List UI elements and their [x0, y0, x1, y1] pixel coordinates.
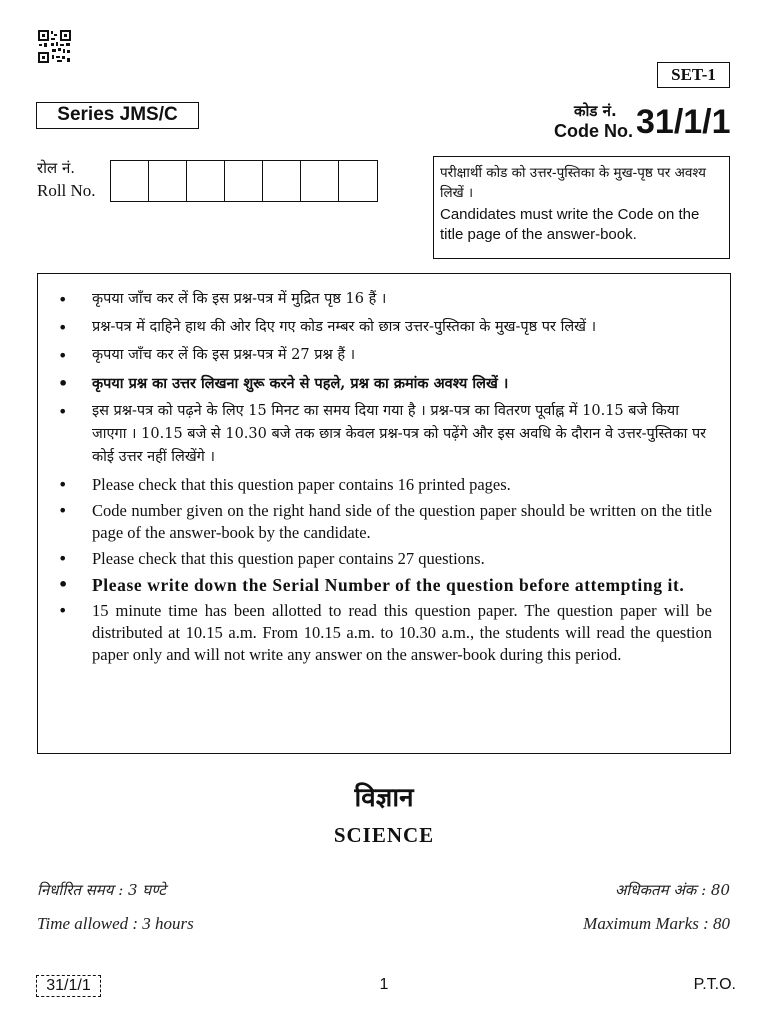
roll-number-boxes[interactable] — [110, 160, 378, 202]
instructions-box — [37, 273, 731, 754]
code-label: Code No. — [554, 121, 633, 141]
roll-digit-box[interactable] — [263, 161, 301, 201]
instruction-text: Please check that this question paper contains 16 printed pages. — [92, 475, 511, 494]
subject-title: SCIENCE — [333, 823, 435, 847]
page-number: 1 — [379, 976, 389, 993]
instruction-text: Please check that this question paper contains 27 questions. — [92, 549, 485, 568]
roll-digit-box[interactable] — [111, 161, 149, 201]
instruction-text: Please write down the Serial Number of the question before attempting it. — [92, 575, 685, 595]
roll-digit-box[interactable] — [149, 161, 187, 201]
time-allowed: Time allowed : 3 hours — [37, 914, 194, 933]
instruction-text: कृपया जाँच कर लें कि इस प्रश्न-पत्र में 27 प्रश्न हैं । — [92, 347, 356, 363]
maximum-marks: Maximum Marks : 80 — [583, 914, 730, 933]
set-label: SET-1 — [657, 62, 730, 88]
roll-digit-box[interactable] — [225, 161, 263, 201]
bullet-icon: • — [58, 290, 68, 309]
instruction-text: कृपया जाँच कर लें कि इस प्रश्न-पत्र में मुद्रित पृष्ठ 16 हैं । — [92, 291, 387, 307]
roll-digit-box[interactable] — [339, 161, 377, 201]
series-label: Series JMS/C — [36, 102, 199, 129]
bullet-icon: • — [58, 346, 68, 365]
roll-label-hindi: रोल नं. — [37, 159, 76, 177]
instruction-item — [54, 400, 712, 469]
code-notice-english: Candidates must write the Code on the title page of the answer-book. — [440, 206, 700, 243]
bullet-icon: • — [58, 501, 68, 520]
roll-digit-box[interactable] — [301, 161, 339, 201]
bullet-icon: • — [58, 549, 68, 568]
bullet-icon: • — [58, 475, 68, 494]
qr-code-icon — [37, 29, 72, 64]
instruction-item — [54, 344, 712, 367]
code-notice-box — [433, 156, 730, 259]
footer-code: 31/1/1 — [36, 975, 101, 997]
roll-label: Roll No. — [37, 181, 96, 200]
bullet-icon: • — [58, 601, 68, 620]
bullet-icon: • — [58, 374, 69, 393]
instruction-item — [54, 600, 712, 666]
code-label-hindi: कोड नं. — [574, 102, 617, 120]
roll-digit-box[interactable] — [187, 161, 225, 201]
subject-title-hindi: विज्ञान — [354, 783, 414, 813]
instruction-text: प्रश्न-पत्र में दाहिने हाथ की ओर दिए गए कोड नम्बर को छात्र उत्तर-पुस्तिका के मुख-पृष्ठ पर लिखें । — [92, 319, 597, 335]
instruction-item — [54, 500, 712, 544]
maximum-marks-hindi: अधिकतम अंक : 80 — [614, 881, 730, 899]
instruction-item — [54, 474, 712, 496]
bullet-icon: • — [58, 575, 69, 594]
instruction-text: Code number given on the right hand side of the question paper should be written on the title page of the answer-book by the candidate. — [92, 501, 712, 542]
instructions-list — [54, 288, 712, 666]
bullet-icon: • — [58, 318, 68, 337]
code-notice-hindi: परीक्षार्थी कोड को उत्तर-पुस्तिका के मुख-पृष्ठ पर अवश्य लिखें । — [440, 165, 707, 201]
code-number: 31/1/1 — [636, 103, 731, 141]
instruction-item — [54, 288, 712, 311]
instruction-text: इस प्रश्न-पत्र को पढ़ने के लिए 15 मिनट का समय दिया गया है । प्रश्न-पत्र का वितरण पूर्वाह्न में 10.15 बजे किया जाएगा । 10.15 बजे से 10.30 बजे तक छात्र केवल प्रश्न-पत्र को पढ़ेंगे और इस अवधि के दौरान वे उत्तर-पुस्तिका पर कोई उत्तर नहीं लिखेंगे । — [92, 403, 707, 465]
instruction-item — [54, 372, 712, 395]
instruction-item — [54, 548, 712, 570]
time-allowed-hindi: निर्धारित समय : 3 घण्टे — [37, 881, 166, 899]
instruction-item — [54, 574, 712, 596]
bullet-icon: • — [58, 402, 68, 421]
instruction-text: 15 minute time has been allotted to read this question paper. The question paper will be distributed at 10.15 a.m. From 10.15 a.m. to 10.30 a.m., the students will read the question paper only and will not write any answer on the answer-book during this period. — [92, 601, 712, 664]
pto-label: P.T.O. — [693, 976, 736, 993]
instruction-item — [54, 316, 712, 339]
instruction-text: कृपया प्रश्न का उत्तर लिखना शुरू करने से पहले, प्रश्न का क्रमांक अवश्य लिखें । — [92, 375, 509, 392]
